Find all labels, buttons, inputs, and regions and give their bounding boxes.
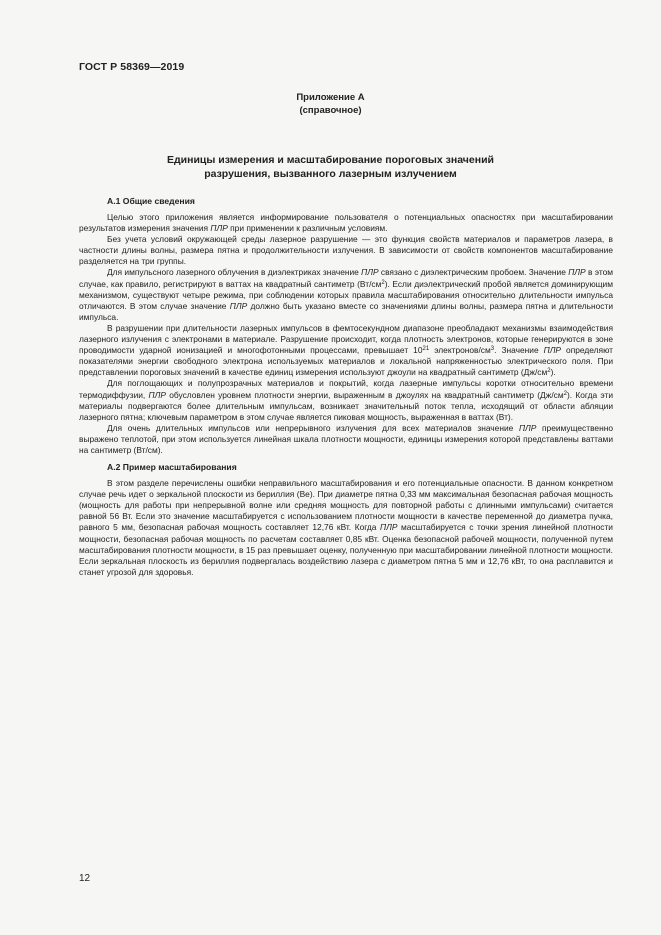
section-a2-heading: А.2 Пример масштабирования xyxy=(107,462,237,473)
superscript: 2 xyxy=(547,368,551,375)
main-title-line-1: Единицы измерения и масштабирование пороговых значений xyxy=(166,154,494,166)
text-run: Целью этого приложения является информирование пользователя о потенциальных опасностях при масштабировании результатов измерения значения xyxy=(79,212,613,234)
term-plr: ПЛР xyxy=(568,267,586,278)
text-run: Для импульсного лазерного облучения в диэлектриках значение xyxy=(107,267,362,278)
superscript: 2 xyxy=(563,390,567,397)
text-run: ). Если диэлектрический пробой является доминирующим механизмом, существуют четыре режима, при соблюдении которых правила масштабирования относительно длительности импульса отличаются. В этом случае значение xyxy=(79,278,613,311)
text-run: . Значение xyxy=(494,345,544,356)
main-title-line-2: разрушения, вызванного лазерным излучением xyxy=(204,168,457,180)
section-a1-paragraph-2: Без учета условий окружающей среды лазерное разрушение — это функция свойств материалов и параметров лазера, в частности длины волны, размера пятна и продолжительности излучения. В зависимости от свойств компонентов масштабирование разделяется на три группы. xyxy=(79,234,613,267)
section-a1-paragraph-3 xyxy=(79,267,613,322)
section-a1-paragraph-4 xyxy=(79,323,613,378)
superscript: 21 xyxy=(422,346,430,353)
text-run: В этом разделе перечислены ошибки неправильного масштабирования и его потенциальные опасности. В данном конкретном случае речь идет о зеркальной плоскости из бериллия (Be). При диаметре пятна 0,33 мм максимальная безопасная рабочая мощность (мощность для работы при непрерывной волне или средняя мощность для повторной работы с длинными импульсами) считается равной 56 Вт. Если это значение масштабируется с использованием плотности мощности в качестве переменной до диаметра пучка, равного 5 мм, безопасная рабочая мощность составляет 12,76 кВт. Когда xyxy=(79,478,613,533)
section-a1-heading: А.1 Общие сведения xyxy=(107,196,195,206)
text-run: масштабируется с точки зрения линейной плотности мощности, безопасная рабочая мощность по расчетам составляет 0,85 кВт. Оценка безопасной рабочей мощности, полученной путем масштабирования плотности мощности, в 15 раз превышает оценку, полученную при масштабировании линейной плотности мощности. Если зеркальная плоскость из бериллия подвергалась воздействию лазера с диаметром пятна 5 мм и 12,76 кВт, то она расплавится и станет угрозой для здоровья. xyxy=(79,522,613,577)
text-run: обусловлен уровнем плотности энергии, выраженным в джоулях на квадратный сантиметр (Дж/см xyxy=(165,389,564,400)
text-run: ). xyxy=(550,367,556,378)
superscript: 3 xyxy=(490,346,495,353)
appendix-type: (справочное) xyxy=(299,105,362,116)
term-plr: ПЛР xyxy=(543,345,562,356)
page-number: 12 xyxy=(79,873,91,884)
text-run: ). Когда эти материалы подвергаются более длительным импульсам, возникает значительный поток тепла, исходящий от области абляции лазерного пятна; ключевым параметром в этом случае является пиковая мощность, выраженная в ваттах (Вт). xyxy=(79,389,613,422)
term-plr: ПЛР xyxy=(148,389,166,400)
appendix-title: Приложение А xyxy=(296,92,365,103)
text-run: связано с диэлектрическим пробоем. Значение xyxy=(378,267,569,278)
document-body xyxy=(79,196,613,578)
text-run: определяют показателями энергии свободного электрона используемых материалов и локальной напряженностью электрического поля. При представлении пороговых значений в качестве единиц измерения используют джоули на квадратный сантиметр (Дж/см xyxy=(79,345,613,378)
text-run: преимущественно выражено теплотой, при этом используется линейная шкала плотности мощности, единицы измерения которой представлены ваттами на сантиметр (Вт/см). xyxy=(79,422,613,455)
text-run: в этом случае, как правило, регистрируют в ваттах на квадратный сантиметр (Вт/см xyxy=(79,267,613,289)
text-run: В разрушении при длительности лазерных импульсов в фемтосекундном диапазоне преобладают механизмы взаимодействия лазерного излучения с электронами в материале. Разрушение происходит, когда плотность электронов, которые генерируются в зоне проводимости ударной ионизацией и многофотонными процессами, превышает 10 xyxy=(79,322,613,356)
section-a1-paragraph-6 xyxy=(79,423,613,456)
term-plr: ПЛР xyxy=(380,522,398,533)
term-plr: ПЛР xyxy=(210,223,228,234)
text-run: Для поглощающих и полупрозрачных материалов и покрытий, когда лазерные импульсы коротки относительно времени термодиффузии, xyxy=(79,378,613,400)
text-run: должно быть указано вместе со значениями длины волны, размера пятна и длительности импульса. xyxy=(79,300,613,322)
text-run: при применении к различным условиям. xyxy=(227,223,388,234)
section-a1-paragraph-1 xyxy=(79,212,613,234)
section-a2-paragraph-1 xyxy=(79,478,613,578)
text-run: электронов/см xyxy=(429,345,491,356)
term-plr: ПЛР xyxy=(518,422,537,433)
standard-code: ГОСТ Р 58369—2019 xyxy=(79,61,185,73)
section-a1-paragraph-5 xyxy=(79,378,613,422)
superscript: 2 xyxy=(381,279,385,286)
text-run: Для очень длительных импульсов или непрерывного излучения для всех материалов значение xyxy=(107,422,519,433)
term-plr: ПЛР xyxy=(229,300,248,311)
term-plr: ПЛР xyxy=(361,267,379,278)
main-title xyxy=(0,153,661,181)
appendix-heading xyxy=(0,91,661,117)
